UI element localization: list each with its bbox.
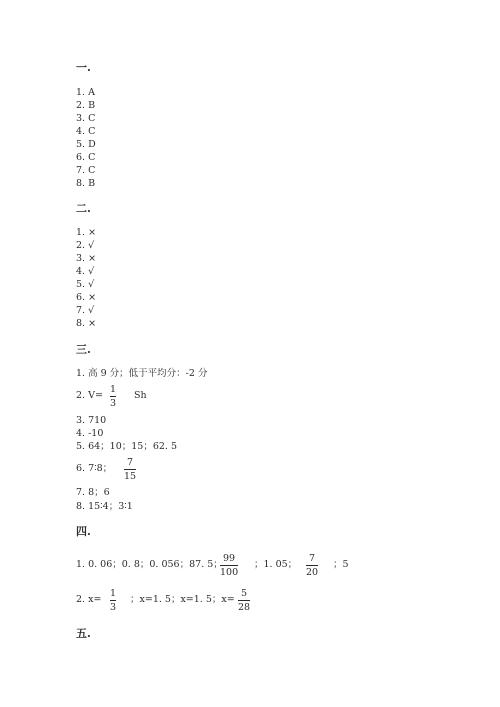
fraction-numerator: 1 [110,588,117,599]
s2-answer-2: 2. √ [76,240,95,251]
fraction-numerator: 1 [110,384,117,395]
s1-answer-1: 1. A [76,87,95,98]
s2-answer-4: 4. √ [76,266,95,277]
section-4-heading: 四. [76,525,91,538]
s1-answer-4: 4. C [76,126,96,137]
s1-answer-3: 3. C [76,113,96,124]
fraction-numerator: 7 [309,553,316,564]
fraction-bar [110,600,116,601]
section-1-heading: 一. [76,61,91,74]
section-2-heading: 二. [76,202,91,215]
s3-answer-4: 4. -10 [76,428,104,439]
fraction-bar [220,565,238,566]
s4-answer-2-fraction-1 [110,588,116,613]
fraction-denominator: 3 [110,398,117,409]
fraction-bar [238,600,250,601]
s3-answer-6-prefix: 6. 7∶8； [76,463,113,474]
s4-answer-1-fraction-1 [220,553,238,578]
s2-answer-7: 7. √ [76,305,95,316]
s4-answer-1-prefix: 1. 0. 06；0. 8；0. 056；87. 5； [76,559,223,570]
s3-answer-5: 5. 64；10；15；62. 5 [76,441,178,452]
s4-answer-2-fraction-2 [238,588,250,613]
s3-answer-2-fraction [110,384,116,409]
fraction-numerator: 99 [223,553,236,564]
section-5-heading: 五. [76,627,91,640]
s2-answer-8: 8. × [76,318,97,329]
s4-answer-1-suffix: ；5 [333,559,349,570]
fraction-numerator: 5 [241,588,248,599]
s2-answer-1: 1. × [76,227,97,238]
s1-answer-2: 2. B [76,100,96,111]
s2-answer-6: 6. × [76,292,97,303]
s2-answer-5: 5. √ [76,279,95,290]
s3-answer-2-prefix: 2. V= [76,390,103,401]
s1-answer-7: 7. C [76,165,96,176]
fraction-numerator: 7 [127,457,134,468]
fraction-bar [306,565,318,566]
section-3-heading: 三. [76,343,91,356]
s4-answer-1-fraction-2 [306,553,318,578]
s2-answer-3: 3. × [76,253,97,264]
fraction-denominator: 20 [306,567,319,578]
fraction-denominator: 3 [110,602,117,613]
s4-answer-2-prefix: 2. x= [76,594,102,605]
fraction-denominator: 28 [238,602,251,613]
s3-answer-7: 7. 8；6 [76,487,110,498]
s1-answer-6: 6. C [76,152,96,163]
fraction-denominator: 100 [220,567,239,578]
s1-answer-5: 5. D [76,139,96,150]
s3-answer-3: 3. 710 [76,415,107,426]
s3-answer-8: 8. 15∶4；3∶1 [76,501,133,512]
s3-answer-6-fraction [124,457,136,482]
s3-answer-2-suffix: Sh [134,390,147,401]
fraction-bar [124,469,136,470]
s4-answer-1-mid: ；1. 05； [254,559,298,570]
s3-answer-1: 1. 高 9 分；低于平均分：-2 分 [76,368,208,379]
fraction-denominator: 15 [124,471,137,482]
fraction-bar [110,396,116,397]
s1-answer-8: 8. B [76,178,96,189]
s4-answer-2-mid: ；x=1. 5；x=1. 5；x= [130,594,235,605]
